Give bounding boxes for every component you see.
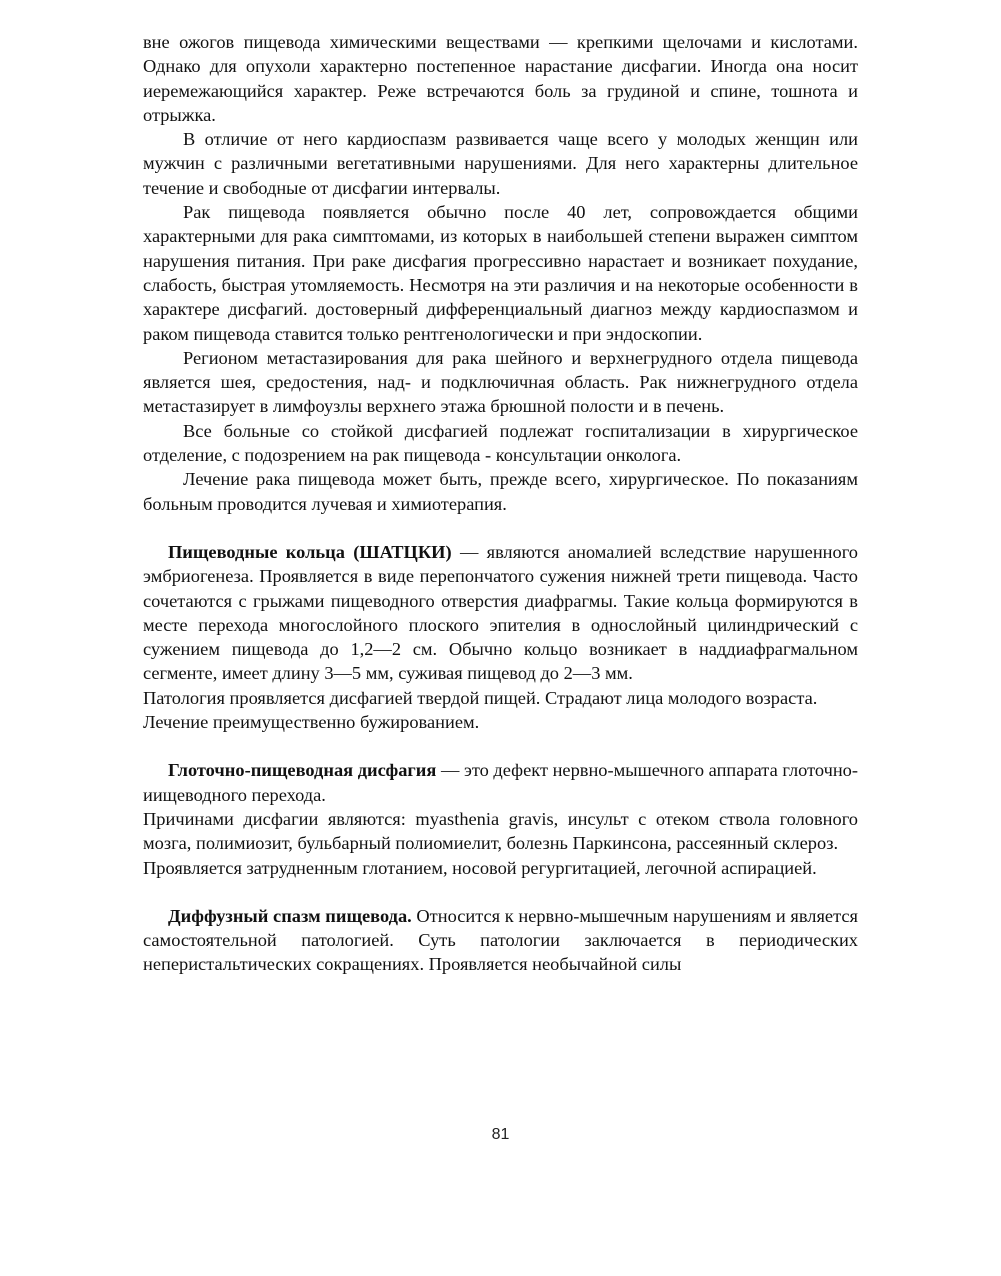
page-body <box>143 30 858 977</box>
term-heading: Пищеводные кольца (ШАТЦКИ) <box>168 541 452 562</box>
paragraph-pharyngeal-dysphagia <box>143 758 858 807</box>
paragraph-text: — являются аномалией вследствие нарушенного эмбриогенеза. Проявляется в виде перепончатого сужения нижней трети пищевода. Часто сочетаются с грыжами пищеводного отверстия диафрагмы. Такие кольца формируются в месте перехода многослойного плоского эпителия в однослойный цилиндрический с сужением пищевода до 1,2—2 см. Обычно кольцо возникает в наддиафрагмальном сегменте, имеет длину 3—5 мм, суживая пищевод до 2—3 мм. <box>143 541 858 684</box>
paragraph-schatzki-treatment <box>143 710 858 734</box>
paragraph-text: В отличие от него кардиоспазм развивается чаще всего у молодых женщин или мужчин с различными вегетативными нарушениями. Для него характерны длительное течение и свободные от дисфагии интервалы. <box>143 129 858 198</box>
paragraph-dysphagia-manifestation <box>143 856 858 880</box>
section-gap <box>143 880 858 904</box>
paragraph-text: Все больные со стойкой дисфагией подлежат госпитализации в хирургическое отделение, с подозрением на рак пищевода - консультации онколога. <box>143 420 858 466</box>
paragraph-hospitalization <box>143 419 858 468</box>
paragraph-schatzki-rings <box>143 540 858 686</box>
paragraph-text: Проявляется затрудненным глотанием, носовой регургитацией, легочной аспирацией. <box>143 857 817 878</box>
page-number: 81 <box>491 1126 510 1143</box>
paragraph-text: Причинами дисфагии являются: myasthenia gravis, инсульт с отеком ствола головного мозга, полимиозит, бульбарный полиомиелит, болезнь Паркинсона, рассеянный склероз. <box>143 808 858 854</box>
paragraph-schatzki-symptoms <box>143 686 858 710</box>
paragraph-esophageal-burns <box>143 30 858 127</box>
section-gap <box>143 516 858 540</box>
paragraph-text: Патология проявляется дисфагией твердой пищей. Страдают лица молодого возраста. <box>143 687 818 708</box>
paragraph-text: Лечение рака пищевода может быть, прежде всего, хирургическое. По показаниям больным проводится лучевая и химиотерапия. <box>143 469 858 514</box>
paragraph-text: Рак пищевода появляется обычно после 40 лет, сопровождается общими характерными для рака симптомами, из которых в наибольшей степени выражен симптом нарушения питания. При раке дисфагия прогрессивно нарастает и возникает похудание, слабость, быстрая утомляемость. Несмотря на эти различия и на некоторые особенности в характере дисфагий. достоверный дифференциальный диагноз между кардиоспазмом и раком пищевода ставится только рентгенологически и при эндоскопии. <box>143 202 858 344</box>
section-gap <box>143 734 858 758</box>
paragraph-esophageal-cancer <box>143 200 858 346</box>
paragraph-cardiospasm <box>143 127 858 200</box>
term-heading: Глоточно-пищеводная дисфагия <box>168 760 437 781</box>
paragraph-text: Лечение преимущественно бужированием. <box>143 712 480 733</box>
paragraph-text: — это дефект нервно-мышечного аппарата глоточно-иищеводного перехода. <box>143 760 859 805</box>
paragraph-dysphagia-causes <box>143 807 858 856</box>
paragraph-metastasis <box>143 346 858 419</box>
paragraph-text: Относится к нервно-мышечным нарушениям и является самостоятельной патологией. Суть патологии заключается в периодических неперистальтических сокращениях. Проявляется необычайной силы <box>143 905 858 975</box>
paragraph-text: вне ожогов пищевода химическими веществами — крепкими щелочами и кислотами. Однако для опухоли характерно постепенное нарастание дисфагии. Иногда она носит иеремежающийся характер. Реже встречаются боль за грудиной и спине, тошнота и отрыжка. <box>143 32 858 125</box>
term-heading: Диффузный спазм пищевода. <box>168 905 412 926</box>
paragraph-cancer-treatment <box>143 467 858 516</box>
paragraph-text: Регионом метастазирования для рака шейного и верхнегрудного отдела пищевода является шея, средостения, над- и подключичная область. Рак нижнегрудного отдела метастазирует в лимфоузлы верхнего этажа брюшной полости и в печень. <box>143 347 858 417</box>
paragraph-diffuse-spasm <box>143 904 858 977</box>
